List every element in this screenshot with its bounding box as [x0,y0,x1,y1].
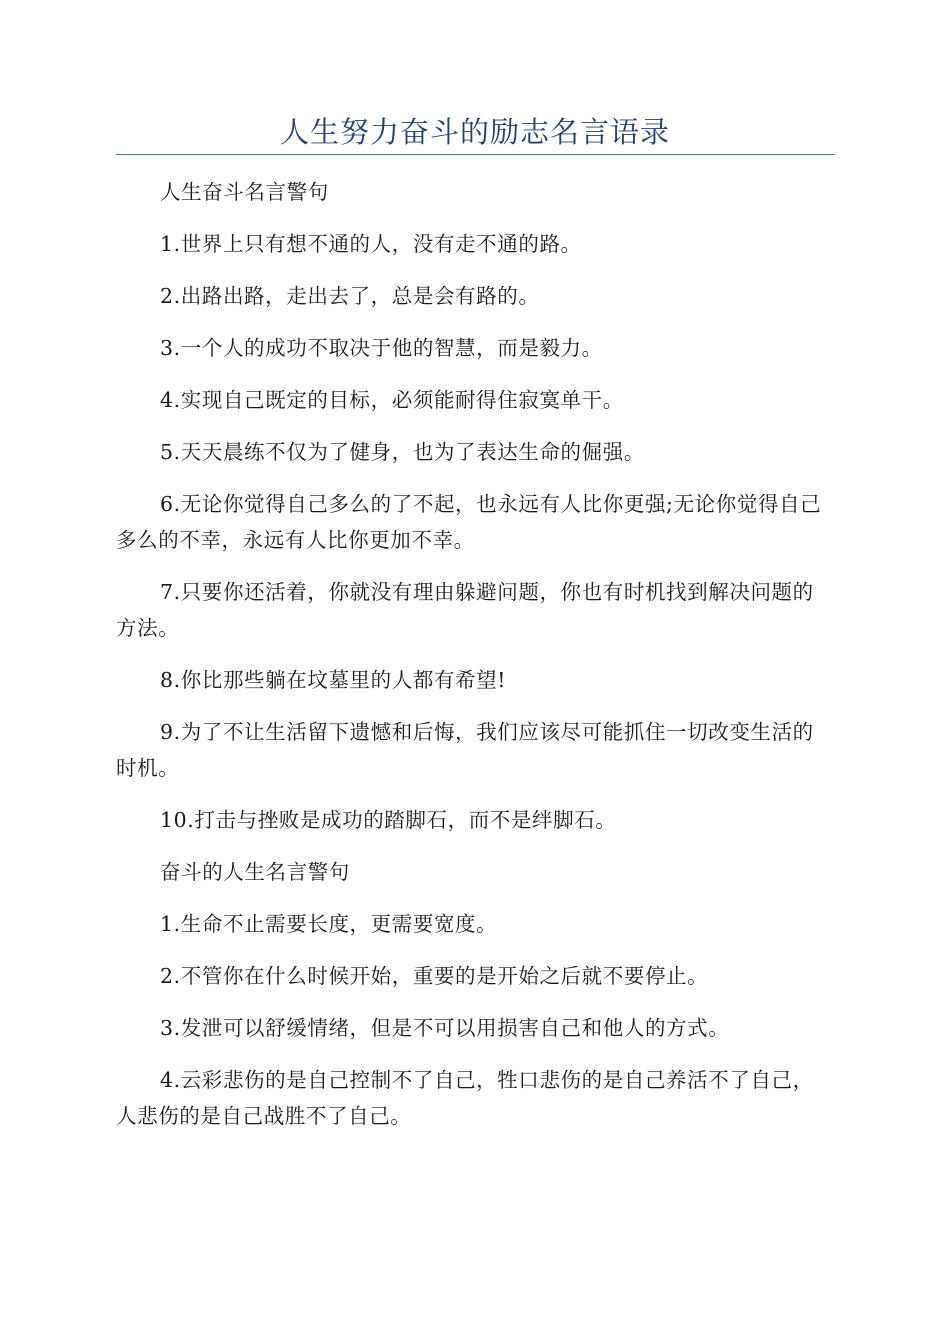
quote-paragraph: 5.天天晨练不仅为了健身，也为了表达生命的倔强。 [160,440,645,464]
document-body [116,174,834,1150]
quote-paragraph: 4.云彩悲伤的是自己控制不了自己，牲口悲伤的是自己养活不了自己，人悲伤的是自己战胜不了自己。 [116,1068,814,1128]
quote-paragraph: 4.实现自己既定的目标，必须能耐得住寂寞单干。 [160,388,624,412]
quote-paragraph: 9.为了不让生活留下遗憾和后悔，我们应该尽可能抓住一切改变生活的时机。 [116,720,814,780]
quote-paragraph: 2.出路出路，走出去了，总是会有路的。 [160,284,540,308]
quote-paragraph: 1.世界上只有想不通的人，没有走不通的路。 [160,232,582,256]
quote-paragraph: 3.一个人的成功不取决于他的智慧，而是毅力。 [160,336,603,360]
quote-paragraph: 7.只要你还活着，你就没有理由躲避问题，你也有时机找到解决问题的方法。 [116,580,814,640]
quote-paragraph: 3.发泄可以舒缓情绪，但是不可以用损害自己和他人的方式。 [160,1016,730,1040]
title-underline [116,154,835,155]
quote-paragraph: 1.生命不止需要长度，更需要宽度。 [160,912,498,936]
section-heading: 人生奋斗名言警句 [160,180,329,204]
document-title: 人生努力奋斗的励志名言语录 [279,115,670,149]
quote-paragraph: 10.打击与挫败是成功的踏脚石，而不是绊脚石。 [160,808,617,832]
quote-paragraph: 6.无论你觉得自己多么的了不起，也永远有人比你更强;无论你觉得自己多么的不幸，永远有人比你更加不幸。 [116,492,822,552]
quote-paragraph: 2.不管你在什么时候开始，重要的是开始之后就不要停止。 [160,964,709,988]
section-heading: 奋斗的人生名言警句 [160,860,350,884]
quote-paragraph: 8.你比那些躺在坟墓里的人都有希望! [160,668,507,692]
